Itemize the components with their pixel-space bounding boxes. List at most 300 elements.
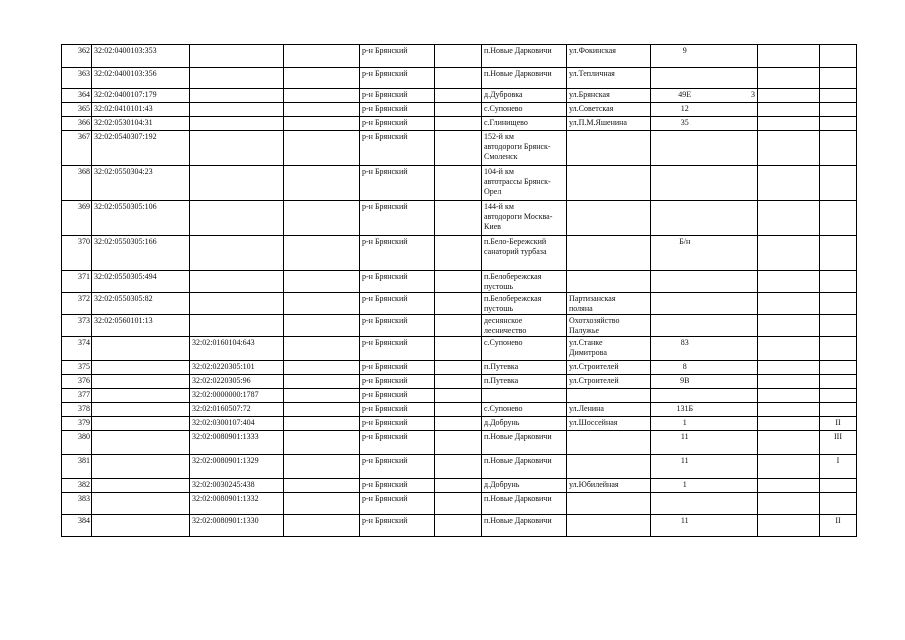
street-cell: [567, 201, 651, 236]
table-row: [62, 375, 857, 389]
settlement-cell: п.Бело-Бережский санаторий турбаза: [482, 236, 567, 271]
street-cell: [567, 455, 651, 479]
district-cell: р-н Брянский: [360, 375, 435, 389]
district-cell: р-н Брянский: [360, 361, 435, 375]
district-cell: р-н Брянский: [360, 455, 435, 479]
district-cell: р-н Брянский: [360, 389, 435, 403]
category-cell: [820, 103, 857, 117]
empty-cell: [435, 103, 482, 117]
empty-cell: [284, 68, 360, 89]
table-row: [62, 89, 857, 103]
apartment-cell: [758, 45, 820, 68]
apartment-cell: [758, 131, 820, 166]
district-cell: р-н Брянский: [360, 315, 435, 337]
building-cell: [719, 131, 758, 166]
apartment-cell: [758, 201, 820, 236]
cadastral-number-alt-cell: 32:02:0160507:72: [190, 403, 284, 417]
category-cell: [820, 293, 857, 315]
empty-cell: [435, 89, 482, 103]
street-cell: [567, 515, 651, 537]
empty-cell: [284, 89, 360, 103]
settlement-cell: д.Дубровка: [482, 89, 567, 103]
row-number-cell: 375: [62, 361, 92, 375]
building-cell: [719, 375, 758, 389]
settlement-cell: с.Супонево: [482, 103, 567, 117]
empty-cell: [435, 375, 482, 389]
building-cell: [719, 493, 758, 515]
district-cell: р-н Брянский: [360, 131, 435, 166]
settlement-cell: п.Новые Дарковичи: [482, 493, 567, 515]
empty-cell: [435, 417, 482, 431]
cadastral-number-cell: 32:02:0560101:13: [92, 315, 190, 337]
house-cell: [651, 493, 719, 515]
table-row: [62, 389, 857, 403]
house-cell: [651, 166, 719, 201]
category-cell: III: [820, 431, 857, 455]
house-cell: 131Б: [651, 403, 719, 417]
cadastral-number-cell: 32:02:0550305:494: [92, 271, 190, 293]
apartment-cell: [758, 493, 820, 515]
empty-cell: [435, 361, 482, 375]
district-cell: р-н Брянский: [360, 479, 435, 493]
empty-cell: [284, 337, 360, 361]
row-number-cell: 378: [62, 403, 92, 417]
house-cell: [651, 293, 719, 315]
row-number-cell: 365: [62, 103, 92, 117]
street-cell: [567, 493, 651, 515]
house-cell: 1: [651, 479, 719, 493]
category-cell: [820, 117, 857, 131]
settlement-cell: 104-й км автотрассы Брянск- Орел: [482, 166, 567, 201]
street-cell: Партизанская поляна: [567, 293, 651, 315]
table-row: [62, 479, 857, 493]
building-cell: [719, 68, 758, 89]
table-row: [62, 201, 857, 236]
house-cell: [651, 389, 719, 403]
street-cell: [567, 271, 651, 293]
empty-cell: [435, 493, 482, 515]
cadastral-number-cell: 32:02:0550304:23: [92, 166, 190, 201]
empty-cell: [435, 236, 482, 271]
category-cell: I: [820, 455, 857, 479]
cadastral-number-alt-cell: [190, 45, 284, 68]
empty-cell: [284, 117, 360, 131]
cadastral-number-alt-cell: [190, 89, 284, 103]
apartment-cell: [758, 89, 820, 103]
building-cell: [719, 337, 758, 361]
district-cell: р-н Брянский: [360, 293, 435, 315]
house-cell: [651, 315, 719, 337]
cadastral-number-alt-cell: [190, 201, 284, 236]
district-cell: р-н Брянский: [360, 431, 435, 455]
empty-cell: [284, 45, 360, 68]
cadastral-number-cell: [92, 375, 190, 389]
category-cell: [820, 403, 857, 417]
cadastral-number-cell: 32:02:0540307:192: [92, 131, 190, 166]
table-row: [62, 117, 857, 131]
apartment-cell: [758, 479, 820, 493]
apartment-cell: [758, 166, 820, 201]
cadastral-number-cell: [92, 403, 190, 417]
empty-cell: [284, 431, 360, 455]
house-cell: [651, 201, 719, 236]
apartment-cell: [758, 236, 820, 271]
empty-cell: [284, 315, 360, 337]
cadastral-number-cell: [92, 389, 190, 403]
house-cell: 35: [651, 117, 719, 131]
building-cell: [719, 431, 758, 455]
house-cell: [651, 271, 719, 293]
settlement-cell: п.Новые Дарковичи: [482, 515, 567, 537]
empty-cell: [284, 166, 360, 201]
empty-cell: [435, 166, 482, 201]
apartment-cell: [758, 103, 820, 117]
building-cell: [719, 389, 758, 403]
empty-cell: [435, 131, 482, 166]
cadastral-number-alt-cell: 32:02:0220305:96: [190, 375, 284, 389]
apartment-cell: [758, 431, 820, 455]
row-number-cell: 377: [62, 389, 92, 403]
empty-cell: [435, 315, 482, 337]
apartment-cell: [758, 375, 820, 389]
settlement-cell: п.Новые Дарковичи: [482, 68, 567, 89]
table-row: [62, 271, 857, 293]
apartment-cell: [758, 361, 820, 375]
empty-cell: [284, 403, 360, 417]
street-cell: [567, 166, 651, 201]
apartment-cell: [758, 293, 820, 315]
cadastral-number-cell: [92, 455, 190, 479]
street-cell: ул.Советская: [567, 103, 651, 117]
settlement-cell: п.Белобережская пустошь: [482, 293, 567, 315]
empty-cell: [435, 431, 482, 455]
street-cell: [567, 236, 651, 271]
settlement-cell: 152-й км автодороги Брянск- Смоленск: [482, 131, 567, 166]
row-number-cell: 374: [62, 337, 92, 361]
district-cell: р-н Брянский: [360, 493, 435, 515]
empty-cell: [435, 337, 482, 361]
building-cell: [719, 117, 758, 131]
settlement-cell: с.Супонево: [482, 403, 567, 417]
category-cell: [820, 271, 857, 293]
house-cell: 11: [651, 515, 719, 537]
settlement-cell: п.Путевка: [482, 375, 567, 389]
cadastral-number-alt-cell: [190, 68, 284, 89]
empty-cell: [284, 479, 360, 493]
empty-cell: [435, 515, 482, 537]
apartment-cell: [758, 337, 820, 361]
row-number-cell: 367: [62, 131, 92, 166]
empty-cell: [435, 117, 482, 131]
settlement-cell: п.Новые Дарковичи: [482, 431, 567, 455]
building-cell: [719, 166, 758, 201]
building-cell: [719, 403, 758, 417]
category-cell: [820, 361, 857, 375]
house-cell: [651, 68, 719, 89]
house-cell: [651, 131, 719, 166]
category-cell: II: [820, 515, 857, 537]
settlement-cell: п.Белобережская пустошь: [482, 271, 567, 293]
building-cell: 3: [719, 89, 758, 103]
empty-cell: [284, 417, 360, 431]
table-row: [62, 417, 857, 431]
cadastral-number-alt-cell: [190, 236, 284, 271]
settlement-cell: п.Новые Дарковичи: [482, 45, 567, 68]
street-cell: Охотхозяйство Палужье: [567, 315, 651, 337]
house-cell: 49Е: [651, 89, 719, 103]
street-cell: ул.П.М.Яшенина: [567, 117, 651, 131]
empty-cell: [284, 201, 360, 236]
empty-cell: [284, 493, 360, 515]
building-cell: [719, 271, 758, 293]
category-cell: II: [820, 417, 857, 431]
settlement-cell: с.Супонево: [482, 337, 567, 361]
row-number-cell: 370: [62, 236, 92, 271]
empty-cell: [284, 389, 360, 403]
table-row: [62, 361, 857, 375]
cadastral-number-cell: 32:02:0400107:179: [92, 89, 190, 103]
building-cell: [719, 479, 758, 493]
street-cell: [567, 131, 651, 166]
street-cell: ул.Строителей: [567, 375, 651, 389]
empty-cell: [284, 455, 360, 479]
cadastral-number-cell: 32:02:0400103:356: [92, 68, 190, 89]
street-cell: ул.Юбилейная: [567, 479, 651, 493]
apartment-cell: [758, 417, 820, 431]
building-cell: [719, 361, 758, 375]
row-number-cell: 381: [62, 455, 92, 479]
settlement-cell: п.Путевка: [482, 361, 567, 375]
building-cell: [719, 293, 758, 315]
district-cell: р-н Брянский: [360, 45, 435, 68]
table-row: [62, 455, 857, 479]
row-number-cell: 380: [62, 431, 92, 455]
settlement-cell: п.Новые Дарковичи: [482, 455, 567, 479]
cadastral-number-alt-cell: 32:02:0300107:404: [190, 417, 284, 431]
category-cell: [820, 337, 857, 361]
empty-cell: [284, 361, 360, 375]
settlement-cell: деснянское лесничество: [482, 315, 567, 337]
table-row: [62, 166, 857, 201]
cadastral-number-cell: 32:02:0530104:31: [92, 117, 190, 131]
row-number-cell: 379: [62, 417, 92, 431]
district-cell: р-н Брянский: [360, 89, 435, 103]
cadastral-number-alt-cell: 32:02:0220305:101: [190, 361, 284, 375]
house-cell: 11: [651, 455, 719, 479]
table-row: [62, 236, 857, 271]
cadastral-number-cell: [92, 515, 190, 537]
cadastral-number-alt-cell: [190, 166, 284, 201]
row-number-cell: 373: [62, 315, 92, 337]
cadastral-number-cell: 32:02:0550305:106: [92, 201, 190, 236]
district-cell: р-н Брянский: [360, 103, 435, 117]
district-cell: р-н Брянский: [360, 417, 435, 431]
row-number-cell: 368: [62, 166, 92, 201]
cadastral-number-cell: [92, 493, 190, 515]
category-cell: [820, 201, 857, 236]
street-cell: [567, 431, 651, 455]
house-cell: Б/н: [651, 236, 719, 271]
table-row: [62, 45, 857, 68]
category-cell: [820, 68, 857, 89]
apartment-cell: [758, 315, 820, 337]
apartment-cell: [758, 271, 820, 293]
cadastral-number-alt-cell: [190, 103, 284, 117]
cadastral-number-cell: 32:02:0410101:43: [92, 103, 190, 117]
apartment-cell: [758, 403, 820, 417]
category-cell: [820, 493, 857, 515]
empty-cell: [435, 455, 482, 479]
cadastral-number-cell: [92, 361, 190, 375]
house-cell: 83: [651, 337, 719, 361]
apartment-cell: [758, 117, 820, 131]
empty-cell: [435, 201, 482, 236]
house-cell: 9В: [651, 375, 719, 389]
house-cell: 11: [651, 431, 719, 455]
building-cell: [719, 515, 758, 537]
category-cell: [820, 89, 857, 103]
street-cell: ул.Брянская: [567, 89, 651, 103]
category-cell: [820, 375, 857, 389]
empty-cell: [435, 68, 482, 89]
table-row: [62, 131, 857, 166]
district-cell: р-н Брянский: [360, 236, 435, 271]
apartment-cell: [758, 455, 820, 479]
row-number-cell: 366: [62, 117, 92, 131]
empty-cell: [284, 103, 360, 117]
cadastral-number-cell: [92, 479, 190, 493]
apartment-cell: [758, 515, 820, 537]
table-row: [62, 293, 857, 315]
row-number-cell: 383: [62, 493, 92, 515]
apartment-cell: [758, 389, 820, 403]
settlement-cell: д.Добрунь: [482, 479, 567, 493]
empty-cell: [284, 515, 360, 537]
district-cell: р-н Брянский: [360, 271, 435, 293]
district-cell: р-н Брянский: [360, 337, 435, 361]
cadastral-number-alt-cell: 32:02:0000000:1787: [190, 389, 284, 403]
registry-table: [61, 44, 857, 537]
category-cell: [820, 45, 857, 68]
building-cell: [719, 455, 758, 479]
row-number-cell: 382: [62, 479, 92, 493]
district-cell: р-н Брянский: [360, 117, 435, 131]
category-cell: [820, 236, 857, 271]
empty-cell: [435, 479, 482, 493]
house-cell: 8: [651, 361, 719, 375]
row-number-cell: 369: [62, 201, 92, 236]
settlement-cell: 144-й км автодороги Москва- Киев: [482, 201, 567, 236]
row-number-cell: 372: [62, 293, 92, 315]
cadastral-number-cell: [92, 417, 190, 431]
building-cell: [719, 236, 758, 271]
district-cell: р-н Брянский: [360, 403, 435, 417]
table-row: [62, 515, 857, 537]
house-cell: 1: [651, 417, 719, 431]
table-row: [62, 68, 857, 89]
cadastral-number-alt-cell: 32:02:0080901:1332: [190, 493, 284, 515]
empty-cell: [284, 293, 360, 315]
cadastral-number-cell: [92, 431, 190, 455]
cadastral-number-alt-cell: 32:02:0080901:1329: [190, 455, 284, 479]
empty-cell: [284, 131, 360, 166]
row-number-cell: 376: [62, 375, 92, 389]
district-cell: р-н Брянский: [360, 201, 435, 236]
category-cell: [820, 166, 857, 201]
building-cell: [719, 45, 758, 68]
cadastral-number-alt-cell: 32:02:0080901:1330: [190, 515, 284, 537]
empty-cell: [435, 45, 482, 68]
district-cell: р-н Брянский: [360, 515, 435, 537]
empty-cell: [284, 236, 360, 271]
street-cell: ул.Станке Димитрова: [567, 337, 651, 361]
empty-cell: [435, 389, 482, 403]
apartment-cell: [758, 68, 820, 89]
empty-cell: [284, 375, 360, 389]
category-cell: [820, 389, 857, 403]
cadastral-number-alt-cell: [190, 271, 284, 293]
cadastral-number-alt-cell: 32:02:0160104:643: [190, 337, 284, 361]
cadastral-number-alt-cell: [190, 293, 284, 315]
table-row: [62, 403, 857, 417]
empty-cell: [284, 271, 360, 293]
row-number-cell: 363: [62, 68, 92, 89]
building-cell: [719, 103, 758, 117]
category-cell: [820, 479, 857, 493]
cadastral-number-alt-cell: 32:02:0030245:438: [190, 479, 284, 493]
house-cell: 12: [651, 103, 719, 117]
cadastral-number-cell: 32:02:0400103:353: [92, 45, 190, 68]
row-number-cell: 371: [62, 271, 92, 293]
settlement-cell: [482, 389, 567, 403]
empty-cell: [435, 271, 482, 293]
building-cell: [719, 417, 758, 431]
building-cell: [719, 315, 758, 337]
table-row: [62, 431, 857, 455]
street-cell: ул.Тепличная: [567, 68, 651, 89]
table-body: [62, 45, 857, 537]
category-cell: [820, 131, 857, 166]
cadastral-number-alt-cell: 32:02:0080901:1333: [190, 431, 284, 455]
building-cell: [719, 201, 758, 236]
cadastral-number-alt-cell: [190, 117, 284, 131]
table-row: [62, 315, 857, 337]
cadastral-number-cell: 32:02:0550305:82: [92, 293, 190, 315]
table-row: [62, 493, 857, 515]
row-number-cell: 384: [62, 515, 92, 537]
house-cell: 9: [651, 45, 719, 68]
cadastral-number-alt-cell: [190, 131, 284, 166]
empty-cell: [435, 403, 482, 417]
cadastral-number-cell: 32:02:0550305:166: [92, 236, 190, 271]
category-cell: [820, 315, 857, 337]
street-cell: [567, 389, 651, 403]
table-row: [62, 103, 857, 117]
cadastral-number-cell: [92, 337, 190, 361]
street-cell: ул.Строителей: [567, 361, 651, 375]
settlement-cell: д.Добрунь: [482, 417, 567, 431]
district-cell: р-н Брянский: [360, 68, 435, 89]
settlement-cell: с.Глинищево: [482, 117, 567, 131]
table-row: [62, 337, 857, 361]
street-cell: ул.Ленина: [567, 403, 651, 417]
cadastral-number-alt-cell: [190, 315, 284, 337]
row-number-cell: 362: [62, 45, 92, 68]
street-cell: ул.Фокинская: [567, 45, 651, 68]
street-cell: ул.Шоссейная: [567, 417, 651, 431]
row-number-cell: 364: [62, 89, 92, 103]
district-cell: р-н Брянский: [360, 166, 435, 201]
